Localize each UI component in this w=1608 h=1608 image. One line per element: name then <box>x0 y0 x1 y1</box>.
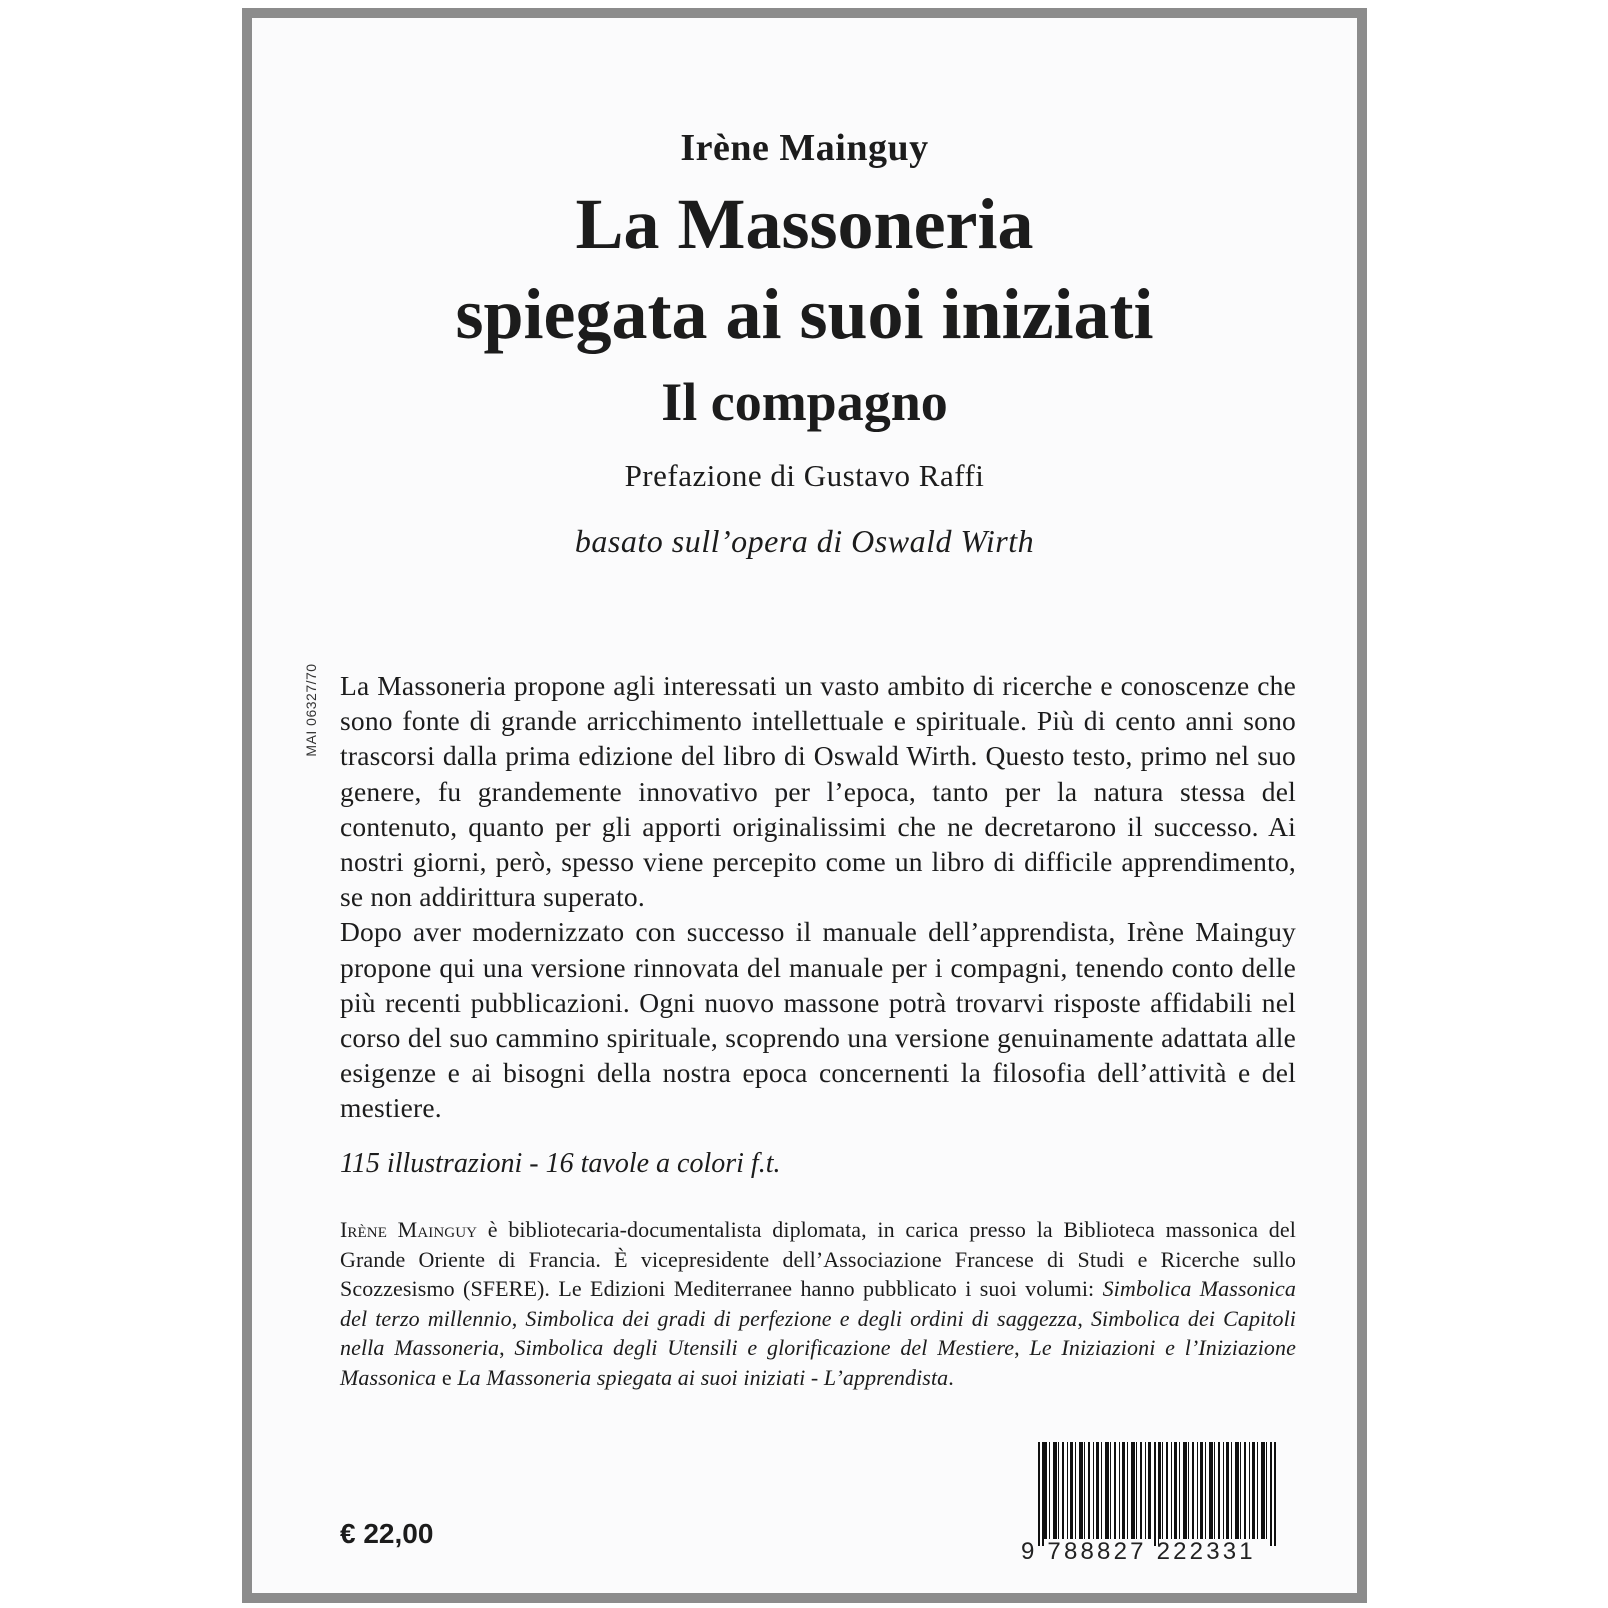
bio-author-name: Irène Mainguy <box>340 1217 478 1242</box>
description-paragraph-2: Dopo aver modernizzato con successo il manuale dell’apprendista, Irène Mainguy propone qui una versione rinnovata del manuale per i compagni, tenendo conto delle più recenti pubblicazioni. Ogni nuovo massone potrà trovarvi risposte affidabili nel corso del suo cammino spirituale, scoprendo una versione genuinamente adattata alle esigenze e ai bisogni della nostra epoca concernenti la filosofia dell’attività e del mestiere. <box>340 916 1296 1124</box>
barcode-guard-right <box>1270 1442 1276 1546</box>
barcode-guard-center <box>1153 1442 1159 1546</box>
isbn-number: 9 788827 222331 <box>1021 1538 1256 1565</box>
illustrations-note: 115 illustrazioni - 16 tavole a colori f.t. <box>340 1148 781 1179</box>
based-on-credit: basato sull’opera di Oswald Wirth <box>574 523 1035 559</box>
bio-separator: , <box>1014 1335 1030 1361</box>
bio-text: è bibliotecaria-documentalista diplomata, in carica presso la Biblioteca massonica del Grande Oriente di Francia. È vicepresidente dell’Associazione Francese di Studi e Ricerche sullo Scozzesismo (SFERE). Le Edizioni Mediterranee hanno pubblicato i suoi volumi: <box>340 1217 1296 1302</box>
bio-separator: , <box>1077 1305 1091 1331</box>
bio-separator: , <box>511 1305 526 1331</box>
bio-separator: , <box>499 1335 515 1361</box>
price-label: € 22,00 <box>340 1518 434 1549</box>
bio-book-2: Simbolica dei gradi di perfezione e degli ordini di saggezza <box>525 1305 1078 1331</box>
bio-separator: e <box>436 1364 458 1390</box>
bio-book-4: Simbolica degli Utensili e glorificazione del Mestiere <box>514 1335 1015 1361</box>
bio-book-3: Simbolica dei Capitoli nella Massoneria <box>340 1305 1296 1361</box>
catalog-code: MAI 06327/70 <box>303 663 319 757</box>
bio-book-1: Simbolica Massonica del terzo millennio <box>340 1276 1296 1331</box>
book-title-line-1: La Massoneria <box>575 184 1034 264</box>
bio-book-6: La Massoneria spiegata ai suoi iniziati - L’apprendista <box>457 1364 949 1390</box>
preface-credit: Prefazione di Gustavo Raffi <box>624 458 985 493</box>
book-back-cover <box>242 8 1367 1603</box>
bio-book-5: Le Iniziazioni e l’Iniziazione Massonica <box>340 1335 1296 1390</box>
description-paragraph-1: La Massoneria propone agli interessati un vasto ambito di ricerche e conoscenze che sono fonte di grande arricchimento intellettuale e spirituale. Più di cento anni sono trascorsi dalla prima edizione del libro di Oswald Wirth. Questo testo, primo nel suo genere, fu grandemente innovativo per l’epoca, tanto per la natura stessa del contenuto, quanto per gli apporti originalissimi che ne decretarono il successo. Ai nostri giorni, però, spesso viene percepito come un libro di difficile apprendimento, se non addirittura superato. <box>340 670 1296 913</box>
bio-end: . <box>948 1364 954 1390</box>
book-title-line-2: spiegata ai suoi iniziati <box>455 274 1154 354</box>
book-subtitle: Il compagno <box>661 372 948 432</box>
author-bio <box>340 1215 1296 1393</box>
author-name: Irène Mainguy <box>680 127 929 169</box>
book-description <box>340 668 1296 1126</box>
